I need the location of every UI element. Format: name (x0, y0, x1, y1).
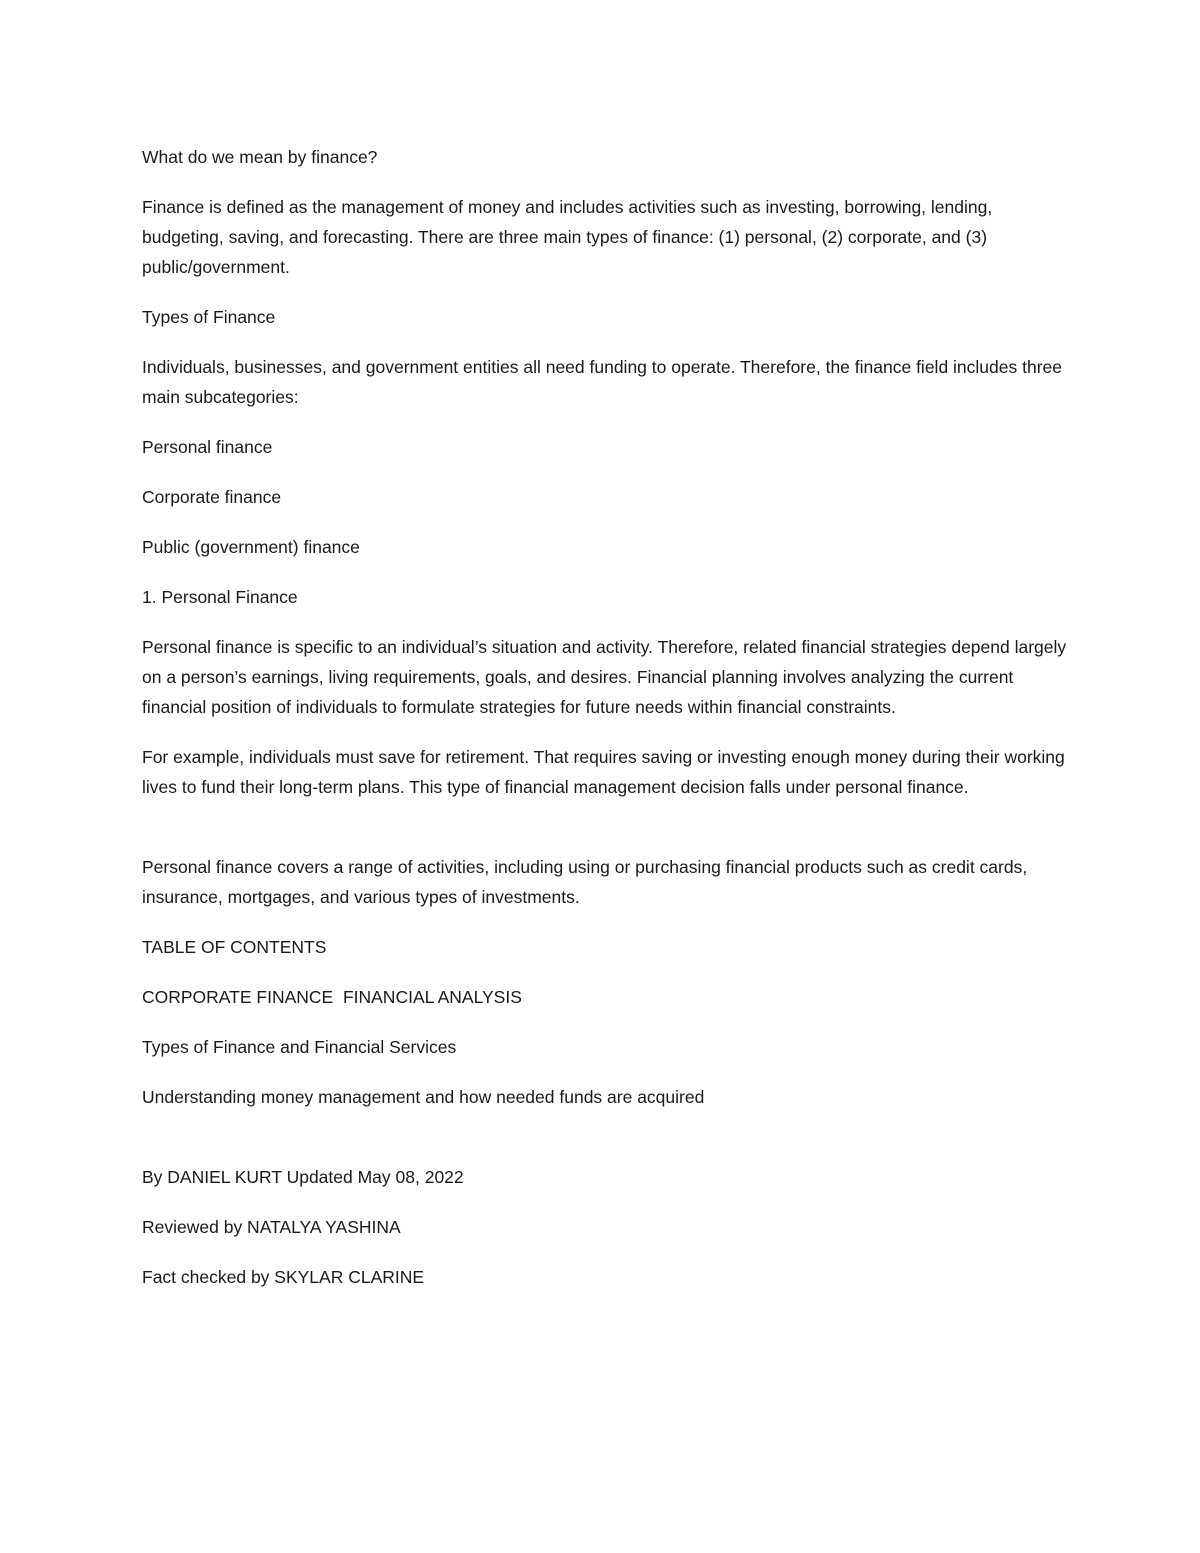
type-item-personal: Personal finance (142, 437, 273, 457)
intro-paragraph: Finance is defined as the management of money and includes activities such as investing, borrowing, lending, budgeting, saving, and forecasting. There are three main types of finance: (1) personal, (2) corporate, and (3) public/government. (142, 197, 998, 277)
article-title: Types of Finance and Financial Services (142, 1037, 457, 1057)
types-heading: Types of Finance (142, 307, 276, 327)
personal-finance-heading: 1. Personal Finance (142, 587, 298, 607)
byline: By DANIEL KURT Updated May 08, 2022 (142, 1167, 464, 1187)
document-title: What do we mean by finance? (142, 147, 378, 167)
document-body (142, 142, 1072, 1312)
personal-finance-paragraph-1: Personal finance is specific to an individual’s situation and activity. Therefore, related financial strategies depend largely on a person’s earnings, living requirements, goals, and desires. Financial planning involves analyzing the current financial position of individuals to formulate strategies for future needs within financial constraints. (142, 637, 1072, 717)
fact-checked-by: Fact checked by SKYLAR CLARINE (142, 1267, 425, 1287)
type-item-corporate: Corporate finance (142, 487, 282, 507)
article-subtitle: Understanding money management and how needed funds are acquired (142, 1087, 705, 1107)
personal-finance-paragraph-3: Personal finance covers a range of activities, including using or purchasing financial products such as credit cards, insurance, mortgages, and various types of investments. (142, 857, 1033, 907)
toc-heading: TABLE OF CONTENTS (142, 937, 327, 957)
type-item-public: Public (government) finance (142, 537, 360, 557)
types-intro-paragraph: Individuals, businesses, and government entities all need funding to operate. Therefore, the finance field includes three main subcategories: (142, 357, 1067, 407)
toc-line: CORPORATE FINANCE FINANCIAL ANALYSIS (142, 987, 522, 1007)
personal-finance-paragraph-2: For example, individuals must save for retirement. That requires saving or investing enough money during their working lives to fund their long-term plans. This type of financial management decision falls under personal finance. (142, 747, 1070, 797)
reviewed-by: Reviewed by NATALYA YASHINA (142, 1217, 401, 1237)
